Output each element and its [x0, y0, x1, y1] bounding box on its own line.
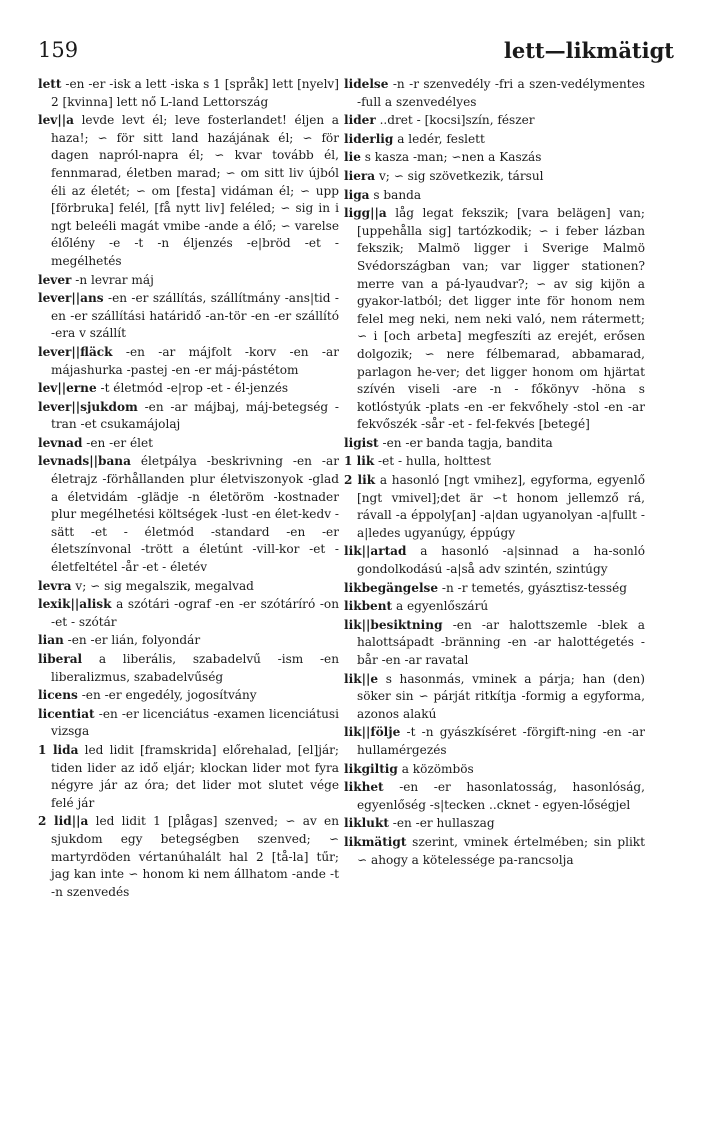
headword: lever||ans [38, 291, 104, 306]
dictionary-entry: liderlig a ledér, feslett [344, 131, 485, 146]
dictionary-entry: 1 lik -et - hulla, holttest [344, 454, 492, 469]
headword: liga [344, 187, 370, 202]
headword: lev||erne [38, 381, 97, 396]
headword: licens [38, 688, 78, 703]
headword: levnad [38, 435, 83, 450]
headword: ligist [344, 435, 379, 450]
dictionary-entry: lidelse -n -r szenvedély -fri a szen-vedélymentes -full a szenvedélyes [344, 77, 645, 109]
dictionary-entry: levnads||bana életpálya -beskrivning -en -ar életrajz -förhållanden plur életviszonyok -glad a életvidám -glädje -n életöröm -kostnader plur megélhetési költségek -lust -en élet-kedv -sätt -et - életmód -standard -en -er életszínvonal -trött a életúnt -vill-kor -et - életfeltétel -år -et - életév [38, 454, 339, 575]
headword: likbent [344, 599, 393, 614]
dictionary-entry: liklukt -en -er hullaszag [344, 816, 495, 831]
dictionary-entry: lik||e s hasonmás, vminek a párja; han (den) söker sin ∽ párját ritkítja -formig a egyforma, azonos alakú [344, 671, 645, 721]
dictionary-entry: 2 lid||a led lidit 1 [plågas] szenved; ∽ av en sjukdom egy betegségben szenved; ∽ martyrdöden vértanúhalált hal 2 [tå-la] tűr; jag kan inte ∽ honom ki nem állhatom -ande -t -n szenvedés [38, 814, 339, 899]
dictionary-entry: ligist -en -er banda tagja, bandita [344, 435, 553, 450]
dictionary-entry: levra v; ∽ sig megalszik, megalvad [38, 578, 254, 593]
left-column [38, 76, 339, 1106]
headword: levnads||bana [38, 454, 131, 469]
headword: likhet [344, 780, 384, 795]
headword: lik||följe [344, 725, 401, 740]
headword: 1 lida [38, 742, 79, 757]
dictionary-entry: 2 lik a hasonló [ngt vmihez], egyforma, egyenlő [ngt vmivel];det är ∽t honom jellemző rá, rávall -a éppoly[an] -a|dan ugyanolyan -a|fullt -a|ledes ugyanúgy, éppúgy [344, 473, 645, 540]
headword: liera [344, 168, 376, 183]
headword: lever [38, 272, 72, 287]
headword: lever||sjukdom [38, 399, 138, 414]
headword: likmätigt [344, 834, 407, 849]
dictionary-entry: lik||följe -t -n gyászkíséret -förgift-ning -en -ar hullamérgezés [344, 725, 645, 757]
dictionary-entry: liga s banda [344, 187, 422, 202]
headword: lev||a [38, 113, 74, 128]
dictionary-entry: lian -en -er lián, folyondár [38, 633, 201, 648]
dictionary-entry: likbegängelse -n -r temetés, gyásztisz-tesség [344, 580, 627, 595]
dictionary-entry: lik||besiktning -en -ar halottszemle -blek a halottsápadt -bränning -en -ar halottégetés -bår -en -ar ravatal [344, 617, 645, 667]
dictionary-entry: lik||artad a hasonló -a|sinnad a ha-sonló gondolkodású -a|så adv szintén, szintúgy [344, 544, 645, 577]
dictionary-entry: lever||ans -en -er szállítás, szállítmány -ans|tid -en -er szállítási határidő -an-tör -en -er szállító -era v szállít [38, 291, 339, 341]
headword: lik||besiktning [344, 617, 443, 632]
dictionary-entry: lev||a levde levt él; leve fosterlandet! éljen a haza!; ∽ för sitt land hazájának él; ∽ för dagen napról-napra él; ∽ kvar tovább él, fennmarad, életben marad; ∽ om sitt liv újból éli az életét; ∽ om [festa] vidáman él; ∽ upp [förbruka] felél, [få nytt liv] feléled; ∽ sig in i ngt beleéli magát vmibe -ande a élő; ∽ varelse élőlény -e -t -n éljenzés -e|bröd -et - megélhetés [38, 113, 339, 268]
running-head: lett—likmätigt [503, 38, 674, 63]
dictionary-entry: lett -en -er -isk a lett -iska s 1 [språk] lett [nyelv] 2 [kvinna] lett nő L-land Lettország [38, 77, 339, 109]
headword: lidelse [344, 77, 389, 91]
headword: 2 lik [344, 473, 376, 488]
headword: lian [38, 633, 64, 648]
dictionary-entry: liera v; ∽ sig szövetkezik, társul [344, 168, 544, 183]
headword: lider [344, 113, 376, 128]
headword: lexik||alisk [38, 597, 112, 612]
headword: lik||artad [344, 544, 407, 559]
headword: 2 lid||a [38, 814, 89, 829]
dictionary-entry: ligg||a låg legat fekszik; [vara belägen] van; [uppehålla sig] tartózkodik; ∽ i feber lázban fekszik; Malmö ligger i Sverige Malmö Svédországban van; var ligger stationen? merre van a pá-lyaudvar?; ∽ av sig kijön a gyakor-latból; det ligger inte för honom nem felel meg neki, nem neki való, nem rátermett; ∽ i [och arbeta] megfeszíti az erejét, erősen dolgozik; ∽ nere félbemarad, abbamarad, parlagon he-ver; det ligger honom om hjärtat szívén viseli -are -n - főkönyv -höna s kotlóstyúk -plats -en -er fekvőhely -stol -en -ar fekvőszék -sår -et - fel-fekvés [betegé] [344, 206, 645, 432]
dictionary-entry: 1 lida led lidit [framskrida] előrehalad, [el]jár; tiden lider az idő eljár; klockan lider mot fyra négyre jár az óra; det lider mot slutet vége felé jár [38, 742, 339, 810]
headword: 1 lik [344, 454, 375, 469]
dictionary-entry: lever||sjukdom -en -ar májbaj, máj-betegség -tran -et csukamájolaj [38, 399, 339, 432]
page-number: 159 [38, 38, 79, 62]
dictionary-entry: lider ..dret - [kocsi]szín, fészer [344, 113, 535, 128]
dictionary-entry: lever -n levrar máj [38, 272, 154, 287]
headword: lik||e [344, 671, 379, 686]
dictionary-entry: licentiat -en -er licenciátus -examen licenciátusi vizsga [38, 706, 339, 739]
headword: licentiat [38, 706, 95, 721]
dictionary-entry: likmätigt szerint, vminek értelmében; sin plikt ∽ ahogy a kötelessége pa-rancsolja [344, 834, 645, 867]
headword: liderlig [344, 131, 394, 146]
dictionary-entry: likhet -en -er hasonlatosság, hasonlóság, egyenlőség -s|tecken ..cknet - egyen-lőségjel [344, 780, 645, 812]
dictionary-entry: lexik||alisk a szótári -ograf -en -er szótáríró -on -et - szótár [38, 597, 339, 629]
dictionary-entry: liberal a liberális, szabadelvű -ism -en liberalizmus, szabadelvűség [38, 652, 339, 684]
headword: lett [38, 77, 62, 91]
dictionary-entry: lev||erne -t életmód -e|rop -et - él-jenzés [38, 381, 289, 396]
dictionary-entry: lie s kasza -man; ∽nen a Kaszás [344, 150, 542, 165]
dictionary-entry: licens -en -er engedély, jogosítvány [38, 688, 257, 703]
headword: likbegängelse [344, 580, 439, 595]
dictionary-entry: levnad -en -er élet [38, 435, 154, 450]
headword: liklukt [344, 816, 389, 831]
headword: lever||fläck [38, 344, 113, 359]
dictionary-entry: lever||fläck -en -ar májfolt -korv -en -ar májashurka -pastej -en -er máj-pástétom [38, 344, 339, 377]
headword: ligg||a [344, 206, 387, 221]
right-column [344, 76, 645, 1106]
dictionary-entry: likbent a egyenlőszárú [344, 599, 489, 614]
headword: likgiltig [344, 761, 398, 776]
dictionary-entry: likgiltig a közömbös [344, 761, 474, 776]
headword: levra [38, 578, 72, 593]
headword: liberal [38, 652, 83, 666]
headword: lie [344, 150, 361, 165]
